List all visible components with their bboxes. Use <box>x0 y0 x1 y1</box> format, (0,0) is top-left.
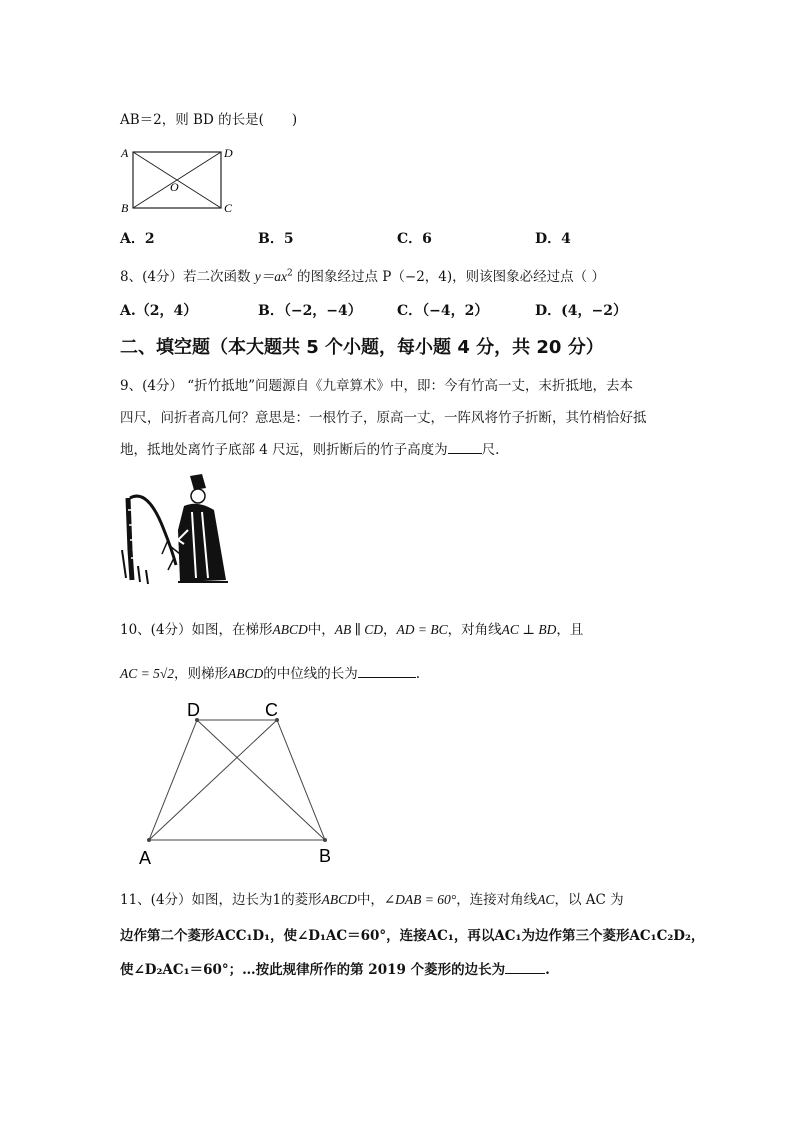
q8-choice-a[interactable]: A.（2，4） <box>120 303 198 319</box>
q10-period: . <box>415 666 421 682</box>
q7-label-A: A <box>121 146 129 160</box>
q10-label-A: A <box>139 848 152 868</box>
q8-suffix: 的图象经过点 P（−2，4)，则该图象必经过点（ ） <box>297 269 605 285</box>
q11-abcd: ABCD <box>321 892 357 907</box>
q11-line-3 <box>120 958 550 978</box>
q10-line-2 <box>120 662 420 682</box>
q8-stem <box>120 265 605 285</box>
q10-abcd: ABCD <box>272 622 308 637</box>
q8-choice-b[interactable]: B．（−2，−4） <box>258 303 362 319</box>
q11-text-connect: ，连接对角线 <box>456 892 538 908</box>
q7-stem <box>120 108 297 128</box>
q9-line-3 <box>120 438 499 458</box>
q9-answer-blank[interactable] <box>448 441 482 454</box>
q10-answer-blank[interactable] <box>358 665 416 678</box>
q10-abcd-2: ABCD <box>228 666 264 681</box>
q11-line-2: 边作第二个菱形ACC₁D₁，使∠D₁AC＝60°，连接AC₁，再以AC₁为边作第三个菱形AC₁C₂D₂， <box>120 928 705 944</box>
q7-choice-b[interactable]: B．5 <box>258 231 294 247</box>
q10-line-1 <box>120 618 583 638</box>
q10-ac-value: AC = 5√2 <box>120 666 175 681</box>
q11-line-3-text: 使∠D₂AC₁＝60°；…按此规律所作的第 2019 个菱形的边长为 <box>120 962 506 978</box>
q7-choice-d[interactable]: D．4 <box>535 231 571 247</box>
q10-text-and: ，且 <box>556 622 584 638</box>
q10-text-then: ，则梯形 <box>174 666 229 682</box>
q11-text-with-ac: ，以 AC 为 <box>554 892 624 908</box>
q8-choice-c[interactable]: C．（−4，2） <box>397 303 489 319</box>
q11-period: . <box>545 962 550 978</box>
q8-exp: 2 <box>286 268 293 279</box>
q7-choice-c[interactable]: C．6 <box>397 231 432 247</box>
q10-prefix: 10、(4分）如图，在梯形 <box>120 622 273 638</box>
q10-text-midline: 的中位线的长为 <box>263 666 358 682</box>
q11-prefix: 11、(4分）如图，边长为1的菱形 <box>120 892 322 908</box>
q10-perp: AC ⊥ BD <box>501 622 557 637</box>
q7-label-C: C <box>224 201 233 215</box>
q10-label-B: B <box>319 846 332 866</box>
q10-trapezoid-figure <box>135 698 345 868</box>
q11-line-1 <box>120 888 624 908</box>
q9-line-1: 9、(4分） “折竹抵地”问题源自《九章算术》中，即：今有竹高一丈，末折抵地，去本 <box>120 378 634 394</box>
q11-angle: ∠DAB = 60° <box>383 892 457 907</box>
q7-label-B: B <box>121 201 129 215</box>
q8-choice-d[interactable]: D．(4，−2） <box>535 303 627 319</box>
q10-text-zhong: 中， <box>307 622 335 638</box>
q9-line-2: 四尺，问折者高几何？意思是：一根竹子，原高一丈，一阵风将竹子折断，其竹梢恰好抵 <box>120 410 647 426</box>
q10-label-D: D <box>187 700 200 720</box>
q7-choice-a[interactable]: A．2 <box>120 231 155 247</box>
q8-func: y＝ax <box>254 269 287 284</box>
q11-text-zhong: 中， <box>356 892 384 908</box>
q10-label-C: C <box>265 700 278 720</box>
q7-paren-close: ) <box>291 112 298 128</box>
q9-line-3-end: 尺. <box>481 442 500 458</box>
bamboo-scholar-illustration <box>118 470 233 590</box>
q11-answer-blank[interactable] <box>505 961 545 974</box>
q10-parallel: AB ∥ CD <box>334 622 384 637</box>
q7-label-O: O <box>170 180 179 194</box>
q10-comma: ， <box>383 622 397 638</box>
q7-label-D: D <box>224 146 233 160</box>
q9-line-3-text: 地，抵地处离竹子底部 4 尺远，则折断后的竹子高度为 <box>120 442 448 458</box>
q7-stem-text: AB＝2，则 BD 的长是( <box>120 112 264 128</box>
q8-prefix: 8、(4分）若二次函数 <box>120 269 251 285</box>
q11-ac: AC <box>537 892 555 907</box>
q7-rectangle-figure <box>115 142 245 218</box>
q10-ad-bc: AD = BC <box>396 622 448 637</box>
section-heading: 二、填空题（本大题共 5 个小题，每小题 4 分，共 20 分） <box>120 337 604 358</box>
q10-text-diag: ，对角线 <box>447 622 502 638</box>
